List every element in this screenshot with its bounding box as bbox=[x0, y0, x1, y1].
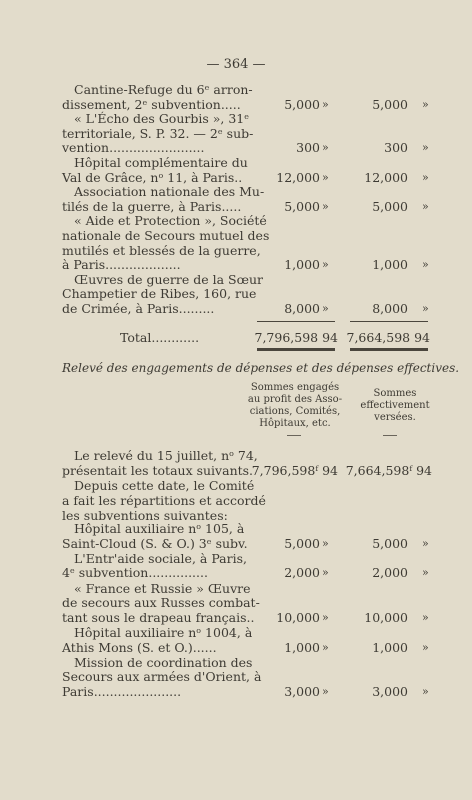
entry-text-line: Hôpital auxiliaire nᵒ 1004, à bbox=[74, 625, 253, 640]
column-header-engaged: Sommes engagés au profit des Asso- ciations, Comités, Hôpitaux, etc. bbox=[247, 382, 343, 429]
entry-amount-engaged: 12,000 bbox=[276, 169, 320, 185]
entry-text-line: Paris...................... bbox=[62, 684, 182, 699]
cents-mark-paid: » bbox=[422, 258, 429, 272]
since-line-1: Depuis cette date, le Comité bbox=[74, 478, 255, 493]
since-line-2: a fait les répartitions et accordé bbox=[62, 493, 266, 508]
entry-amount-paid: 300 bbox=[384, 140, 408, 156]
cents-mark-engaged: » bbox=[322, 170, 329, 184]
intro-line-2: présentait les totaux suivants. bbox=[62, 463, 254, 478]
entry-text-line: Saint-Cloud (S. & O.) 3ᵉ subv. bbox=[62, 535, 248, 551]
entry-text-line: territoriale, S. P. 32. — 2ᵉ sub- bbox=[62, 125, 254, 141]
entry-text-line: Athis Mons (S. et O.)...... bbox=[62, 639, 217, 655]
cents-mark-paid: » bbox=[422, 640, 429, 654]
section-2-title: Relevé des engagements de dépenses et des dépenses effectives. bbox=[62, 361, 460, 375]
entry-amount-paid: 12,000 bbox=[364, 169, 408, 185]
since-line-3: les subventions suivantes: bbox=[62, 508, 228, 523]
entry-text-line: Hôpital complémentaire du bbox=[74, 155, 248, 170]
cents-mark-engaged: » bbox=[322, 199, 329, 213]
cents-mark-engaged: » bbox=[322, 141, 329, 155]
cents-mark-paid: » bbox=[422, 97, 429, 111]
entry-amount-engaged: 3,000 bbox=[284, 684, 320, 699]
total-amount-2: 7,664,598 94 bbox=[346, 330, 430, 345]
entry-amount-engaged: 300 bbox=[296, 140, 320, 156]
entry-text-line: Champetier de Ribes, 160, rue bbox=[62, 286, 257, 302]
column-header-paid: Sommes effectivement versées. bbox=[360, 388, 430, 423]
intro-amount-1: 7,796,598ᶠ 94 bbox=[251, 463, 338, 478]
entry-text-line: nationale de Secours mutuel des bbox=[62, 228, 270, 243]
cents-mark-paid: » bbox=[422, 141, 429, 155]
entry-text-line: Hôpital auxiliaire nᵒ 105, à bbox=[74, 521, 245, 536]
entry-amount-engaged: 1,000 bbox=[284, 257, 320, 273]
cents-mark-engaged: » bbox=[322, 685, 329, 698]
cents-mark-engaged: » bbox=[322, 97, 329, 111]
entry-amount-engaged: 8,000 bbox=[284, 301, 320, 316]
total-rule-top-2 bbox=[350, 321, 428, 322]
entry-text-line: « France et Russie » Œuvre bbox=[74, 580, 251, 596]
entry-amount-engaged: 10,000 bbox=[276, 609, 320, 625]
entry-text-line: à Paris................... bbox=[62, 257, 181, 273]
total-rule-bottom-2 bbox=[350, 348, 428, 351]
entry-text-line: Secours aux armées d'Orient, à bbox=[62, 669, 262, 685]
entry-text-line: de secours aux Russes combat- bbox=[62, 595, 260, 611]
intro-amount-2: 7,664,598ᶠ 94 bbox=[345, 463, 432, 478]
cents-mark-engaged: » bbox=[322, 640, 329, 654]
entry-amount-engaged: 2,000 bbox=[284, 565, 320, 581]
page-number: — 364 — bbox=[206, 57, 266, 72]
entry-text-line: Val de Grâce, nᵒ 11, à Paris.. bbox=[62, 169, 243, 185]
cents-mark-paid: » bbox=[422, 566, 429, 580]
entry-amount-paid: 8,000 bbox=[372, 301, 408, 316]
cents-mark-paid: » bbox=[422, 536, 429, 550]
entry-text-line: Mission de coordination des bbox=[74, 654, 253, 670]
entry-text-line: tant sous le drapeau français.. bbox=[62, 609, 255, 625]
cents-mark-engaged: » bbox=[322, 302, 329, 315]
cents-mark-paid: » bbox=[422, 302, 429, 315]
total-label: Total............ bbox=[120, 330, 200, 345]
cents-mark-paid: » bbox=[422, 685, 429, 698]
entry-amount-paid: 5,000 bbox=[372, 198, 408, 214]
entry-text-line: Association nationale des Mu- bbox=[74, 184, 265, 200]
entry-amount-paid: 5,000 bbox=[372, 535, 408, 551]
cents-mark-engaged: » bbox=[322, 258, 329, 272]
cents-mark-engaged: » bbox=[322, 610, 329, 624]
entry-text-line: Cantine-Refuge du 6ᵉ arron- bbox=[74, 82, 253, 97]
entry-text-line: Œuvres de guerre de la Sœur bbox=[74, 271, 263, 287]
entry-text-line: tilés de la guerre, à Paris..... bbox=[62, 198, 242, 214]
entry-amount-engaged: 5,000 bbox=[284, 198, 320, 214]
intro-line-1: Le relevé du 15 juillet, nᵒ 74, bbox=[74, 448, 258, 463]
total-rule-top-1 bbox=[257, 321, 335, 322]
entry-amount-paid: 1,000 bbox=[372, 639, 408, 655]
entry-text-line: mutilés et blessés de la guerre, bbox=[62, 242, 261, 258]
cents-mark-engaged: » bbox=[322, 566, 329, 580]
entry-text-line: de Crimée, à Paris......... bbox=[62, 301, 215, 316]
cents-mark-paid: » bbox=[422, 170, 429, 184]
cents-mark-paid: » bbox=[422, 610, 429, 624]
entry-text-line: 4ᵉ subvention............... bbox=[62, 565, 208, 581]
entry-text-line: « Aide et Protection », Société bbox=[74, 213, 267, 229]
entry-text-line: L'Entr'aide sociale, à Paris, bbox=[74, 550, 247, 566]
entry-text-line: « L'Écho des Gourbis », 31ᵉ bbox=[74, 111, 250, 127]
entry-amount-paid: 10,000 bbox=[364, 609, 408, 625]
entry-amount-engaged: 1,000 bbox=[284, 639, 320, 655]
entry-amount-engaged: 5,000 bbox=[284, 535, 320, 551]
total-rule-bottom-1 bbox=[257, 348, 335, 351]
entry-amount-paid: 1,000 bbox=[372, 257, 408, 273]
entry-amount-paid: 2,000 bbox=[372, 565, 408, 581]
cents-mark-paid: » bbox=[422, 199, 429, 213]
entry-text-line: vention........................ bbox=[62, 140, 205, 156]
header-dash-2 bbox=[383, 435, 397, 436]
entry-amount-engaged: 5,000 bbox=[284, 96, 320, 112]
entry-text-line: dissement, 2ᵉ subvention..... bbox=[62, 96, 241, 112]
header-dash-1 bbox=[287, 435, 301, 436]
entry-amount-paid: 5,000 bbox=[372, 96, 408, 112]
total-amount-1: 7,796,598 94 bbox=[254, 330, 338, 345]
entry-amount-paid: 3,000 bbox=[372, 684, 408, 699]
cents-mark-engaged: » bbox=[322, 536, 329, 550]
